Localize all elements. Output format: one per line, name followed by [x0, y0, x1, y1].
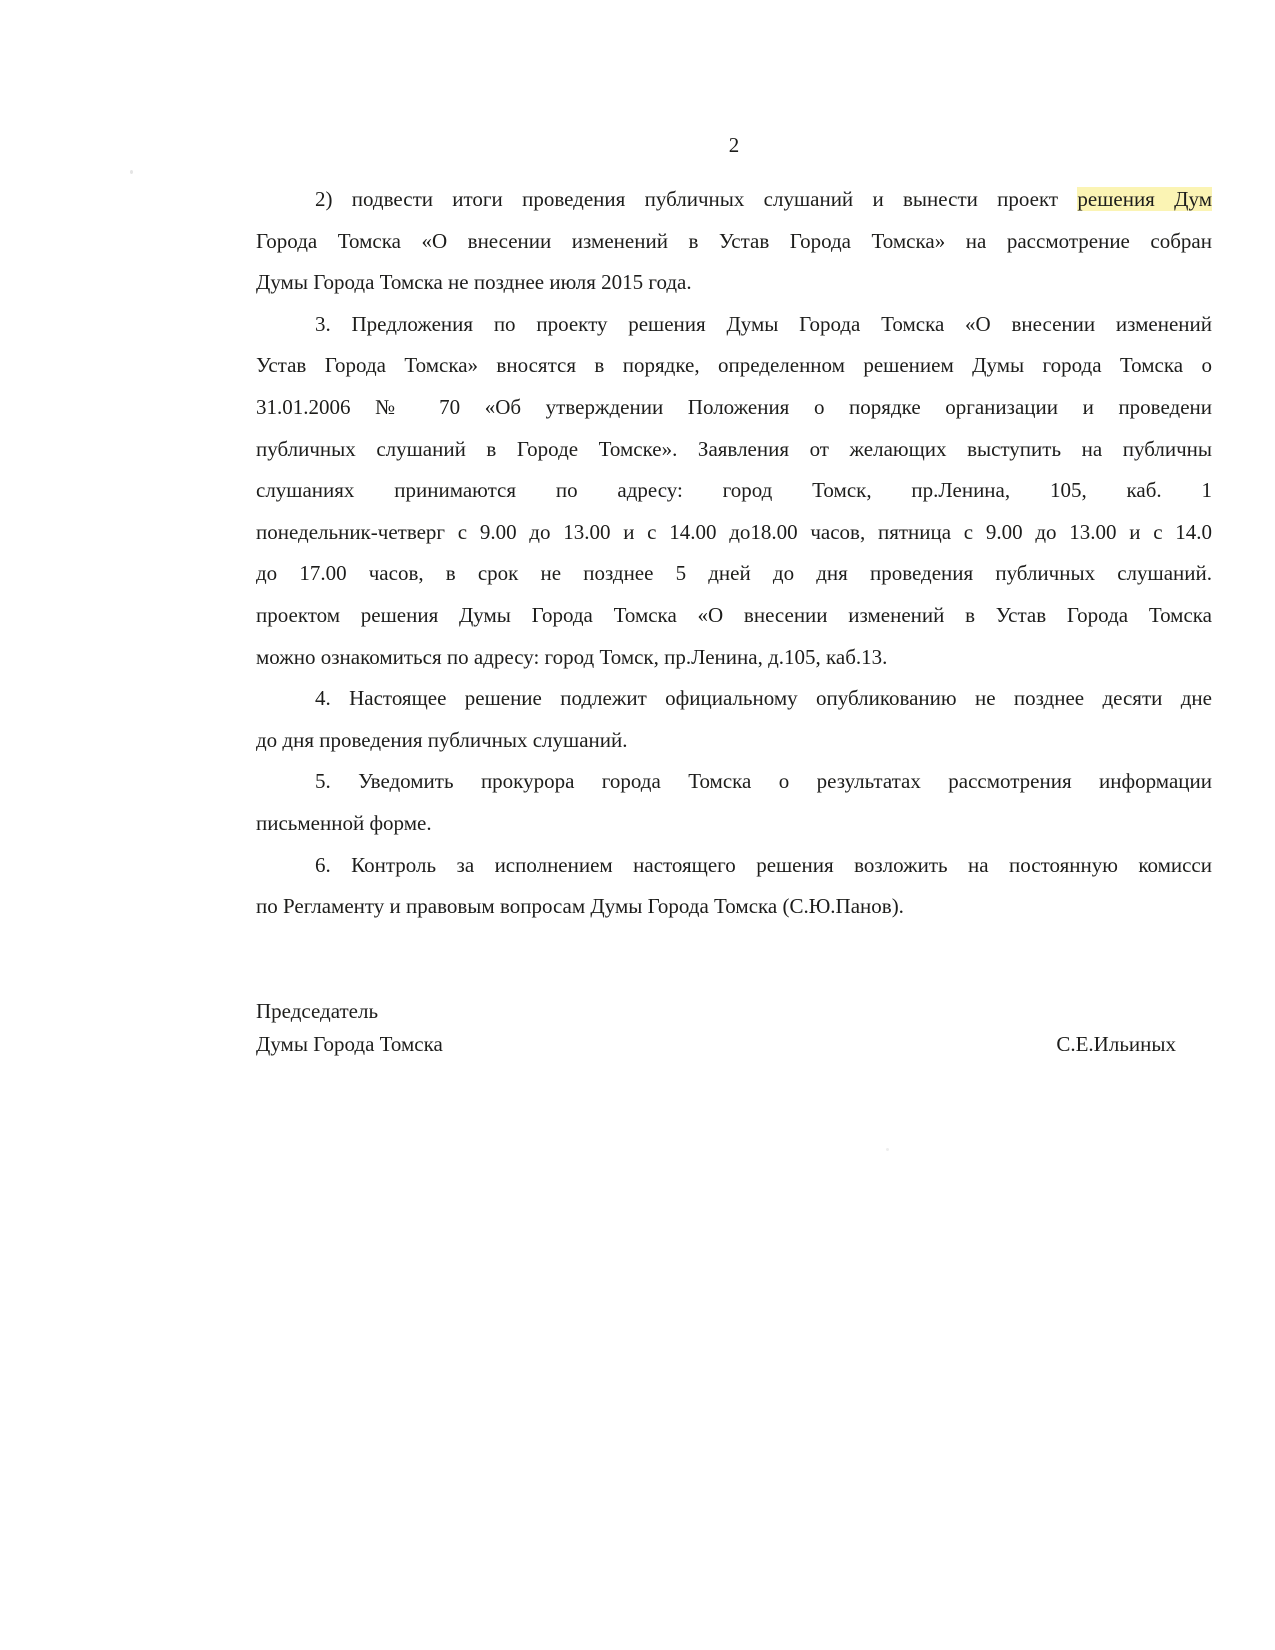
- signature-title: [256, 995, 443, 1061]
- line-text: 2) подвести итоги проведения публичных слушаний и вынести проект: [315, 187, 1078, 211]
- scan-speckle: [130, 170, 133, 174]
- document-body: [256, 179, 1212, 928]
- signature-block: [256, 995, 1212, 1061]
- document-line: понедельник-четверг с 9.00 до 13.00 и с 14.00 до18.00 часов, пятница с 9.00 до 13.00 и с 14.0: [256, 519, 1212, 544]
- page-number: 2: [728, 133, 740, 157]
- document-line: 3. Предложения по проекту решения Думы Города Томска «О внесении изменений: [315, 311, 1212, 336]
- signature-title-line-1: Председатель: [256, 999, 379, 1023]
- scan-speckle: [886, 1148, 889, 1151]
- document-line: Города Томска «О внесении изменений в Устав Города Томска» на рассмотрение собран: [256, 228, 1212, 253]
- document-line: 4. Настоящее решение подлежит официальному опубликованию не позднее десяти дне: [315, 686, 1212, 711]
- document-line: 5. Уведомить прокурора города Томска о результатах рассмотрения информации: [315, 769, 1212, 794]
- document-line: письменной форме.: [256, 810, 432, 835]
- document-line: до 17.00 часов, в срок не позднее 5 дней до дня проведения публичных слушаний.: [256, 561, 1212, 586]
- document-line: 31.01.2006 № 70 «Об утверждении Положения о порядке организации и проведени: [256, 394, 1212, 419]
- document-line: 6. Контроль за исполнением настоящего решения возложить на постоянную комисси: [315, 852, 1212, 877]
- highlighted-text: решения Дум: [1077, 187, 1212, 211]
- document-line: Устав Города Томска» вносятся в порядке, определенном решением Думы города Томска о: [256, 353, 1212, 378]
- document-line: можно ознакомиться по адресу: город Томск, пр.Ленина, д.105, каб.13.: [256, 644, 888, 669]
- document-line: проектом решения Думы Города Томска «О внесении изменений в Устав Города Томска: [256, 602, 1212, 627]
- document-line: Думы Города Томска не позднее июля 2015 года.: [256, 270, 692, 295]
- document-line: [256, 179, 1212, 221]
- document-line: слушаниях принимаются по адресу: город Томск, пр.Ленина, 105, каб. 1: [256, 478, 1212, 503]
- signature-title-line-2: Думы Города Томска: [256, 1032, 443, 1056]
- signature-name: С.Е.Ильиных: [1056, 1032, 1176, 1056]
- document-line: по Регламенту и правовым вопросам Думы Города Томска (С.Ю.Панов).: [256, 894, 904, 919]
- document-line: публичных слушаний в Городе Томске». Заявления от желающих выступить на публичны: [256, 436, 1212, 461]
- document-line: до дня проведения публичных слушаний.: [256, 727, 628, 752]
